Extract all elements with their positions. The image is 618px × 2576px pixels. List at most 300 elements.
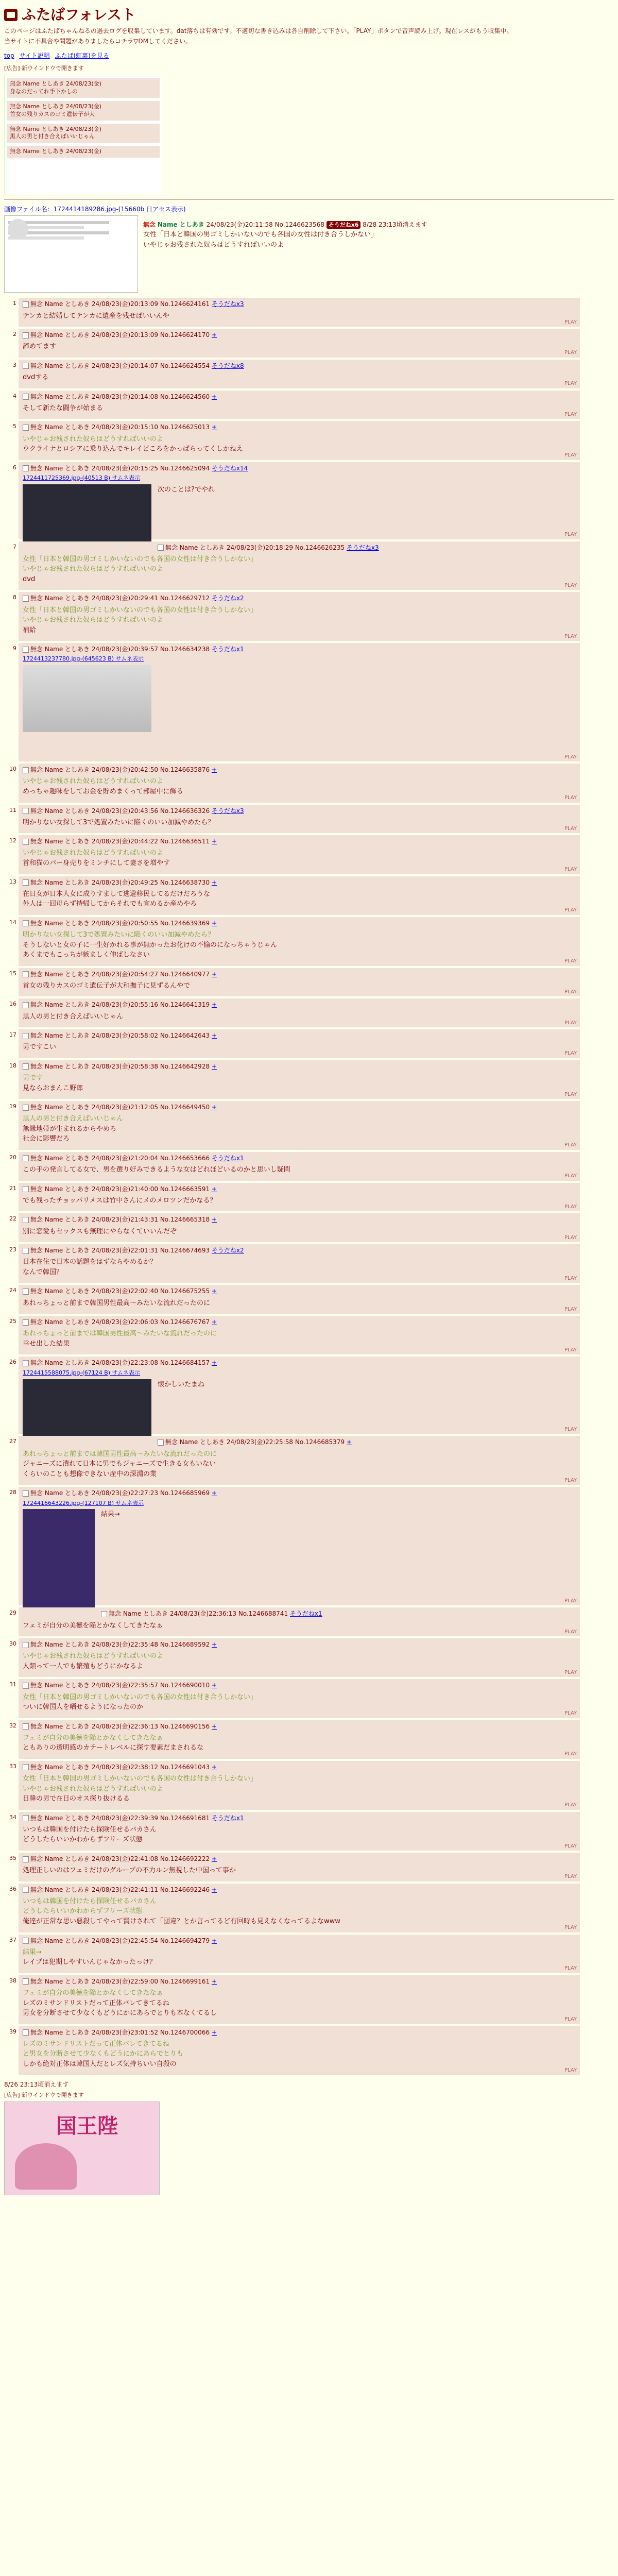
reply-body [23,1299,576,1308]
delete-checkbox[interactable] [23,394,29,400]
reply-text-line: なんで韓国？ [23,1268,63,1276]
sodane-button[interactable]: そうだねx1 [211,1154,244,1162]
reply-post [9,835,580,874]
reply-post [9,1152,580,1181]
reply-header-text: 無念 Name としあき 24/08/23(金)21:40:00 No.1246663591 [30,1185,210,1193]
play-button[interactable]: PLAY [564,411,577,417]
reply-meta [23,544,576,552]
sodane-button[interactable]: + [211,1937,217,1944]
reply-number: 33 [9,1762,16,1770]
reply-list [4,298,614,2075]
reply-number: 35 [9,1855,16,1861]
reply-text-line: あくまでもこっちが嫉ましく伸ばしなさい [23,951,150,959]
reply-number: 21 [9,1184,16,1192]
quote-line: 結果→ [23,1948,42,1956]
reply-body [23,1043,576,1052]
divider [4,199,614,200]
play-button[interactable]: PLAY [564,1965,577,1972]
sodane-button[interactable]: そうだねx2 [211,595,244,602]
reply-text-line: でも残ったチョッパリメスは竹中さんにメのメロツンだかなる？ [23,1196,217,1205]
delete-checkbox[interactable] [23,1856,29,1862]
reply-body [23,1074,576,1093]
reply-text-line: 幸せ出した結果 [23,1340,70,1348]
delete-checkbox[interactable] [101,1611,107,1617]
delete-checkbox[interactable] [23,363,29,369]
delete-checkbox[interactable] [23,1155,29,1161]
reply-number: 13 [9,878,16,885]
sodane-button[interactable]: そうだねx14 [211,464,248,472]
play-button[interactable]: PLAY [564,1843,577,1849]
reply-body [23,1866,576,1875]
reply-body [23,930,576,960]
delete-checkbox[interactable] [23,332,29,338]
reply-body [23,849,576,868]
reply-meta [23,393,576,401]
reply-post [13,592,580,641]
play-button[interactable]: PLAY [564,452,577,459]
reply-post [9,1436,580,1485]
reply-number: 6 [13,464,16,471]
reply-body [23,555,576,584]
sodane-button[interactable]: + [211,1763,217,1771]
reply-header-text: 無念 Name としあき 24/08/23(金)22:25:58 No.1246685379 [165,1438,345,1446]
reply-meta [23,1763,576,1771]
delete-checkbox[interactable] [23,839,29,845]
op-file-link[interactable]: 画像ファイル名：1724414189286.jpg-(15660b 日アセス表示) [4,206,186,213]
reply-header-text: 無念 Name としあき 24/08/23(金)22:23:08 No.1246684157 [30,1359,210,1367]
reply-post [9,968,580,997]
reply-number: 23 [9,1246,16,1253]
delete-checkbox[interactable] [23,1887,29,1893]
delete-checkbox[interactable] [23,465,29,471]
nav-site-desc-link[interactable]: サイト説明 [19,52,50,60]
reply-header-text: 無念 Name としあき 24/08/23(金)20:58:38 No.1246642928 [30,1062,210,1070]
delete-checkbox[interactable] [23,1217,29,1223]
reply-post [9,2026,580,2075]
reply-body [23,1825,576,1844]
reply-header-text: 無念 Name としあき 24/08/23(金)20:13:09 No.1246624170 [30,331,210,339]
reply-post [9,876,580,915]
reply-post [9,1316,580,1354]
quote-line: レズのミサンドリストだって正体バレてきてるね [23,2040,169,2048]
reply-post [13,298,580,327]
reply-text-line: 在日女が日本人女に成りすまして逃避移民してるだけだろうな [23,890,211,898]
reply-text-line: どうしたらいいかわからずフリーズ状態 [23,1836,143,1844]
reply-body [23,2040,576,2069]
ad-item-meta: 無念 Name としあき 24/08/23(金) [10,80,101,88]
quote-line: フェミが自分の美徳を陥とかなくしてきたなぁ [23,1989,163,1997]
reply-body [23,1621,576,1631]
sodane-button[interactable]: + [211,2028,217,2036]
sodane-button[interactable]: + [211,1062,217,1070]
delete-checkbox[interactable] [23,1186,29,1192]
reply-meta [23,878,576,887]
ad-item-meta: 無念 Name としあき 24/08/23(金) [10,103,101,110]
sodane-button[interactable]: + [211,1682,217,1689]
ad-banner[interactable] [4,75,162,194]
play-button[interactable]: PLAY [564,1426,577,1432]
reply-number: 16 [9,1001,16,1008]
reply-file-link[interactable]: 1724415588075.jpg-(67124 B) サムネ表示 [23,1369,141,1376]
reply-number: 30 [9,1640,16,1648]
reply-post [13,643,580,761]
reply-number: 25 [9,1318,16,1325]
sodane-button[interactable]: + [211,919,217,927]
sodane-button[interactable]: そうだねx6 [327,221,361,229]
reply-body [23,312,576,321]
play-button[interactable]: PLAY [564,1204,577,1210]
footer-ad-banner[interactable] [4,2102,160,2195]
ad-item-text: 首女の残りカスのゴミ遺伝子が大 [10,110,95,117]
reply-meta [23,1814,576,1822]
reply-body [23,1897,576,1926]
reply-number: 19 [9,1103,16,1110]
delete-checkbox[interactable] [23,2029,29,2036]
ad-item-text: 黒人の男と付き合えばいいじゃん [10,133,95,140]
ad-item[interactable] [7,146,160,158]
reply-number: 20 [9,1154,16,1161]
play-button[interactable]: PLAY [564,1925,577,1931]
quote-line: いやじゃお残された奴らはどうすればいいのよ [23,1652,164,1660]
reply-meta [23,1103,576,1111]
quote-line: 女性「日本と韓国の男ゴミしかいないのでも各国の女性は付き合うしかない」 [23,606,258,614]
reply-meta [23,300,576,308]
reply-post [9,1357,580,1434]
reply-text-line: この手の発言してる女で、男を選り好みできるような女はどれほどいるのかと思いし疑問 [23,1166,290,1174]
notice-line: このページはふたばちゃんねるの過去ログを収集しています。dat落ちは有効です。不適切な書き込みは各自削除して下さい。「PLAY」ボタンで音声読み上げ。現在レスがもう収集中。 [4,27,513,35]
delete-checkbox[interactable] [23,1490,29,1497]
ad-item-meta: 無念 Name としあき 24/08/23(金) [10,148,101,155]
sodane-button[interactable]: そうだねx8 [211,362,244,369]
delete-checkbox[interactable] [158,1439,164,1446]
reply-post [9,1183,580,1212]
notice-line: 当サイトに不具合や問題がありましたらコチラ▽DMしてください。 [4,37,192,45]
reply-header-text: 無念 Name としあき 24/08/23(金)22:41:08 No.1246692222 [30,1855,210,1862]
reply-number: 12 [9,837,16,844]
quote-line: いやじゃお残された奴らはどうすればいいのよ [23,849,164,857]
reply-meta [23,1438,576,1446]
reply-number: 5 [13,423,16,430]
reply-number: 26 [9,1359,16,1366]
reply-meta [23,2028,576,2037]
sodane-button[interactable]: + [211,331,217,339]
reply-number: 10 [9,766,16,773]
reply-meta [23,1287,576,1295]
play-button[interactable]: PLAY [564,1347,577,1353]
play-button[interactable]: PLAY [564,754,577,760]
reply-text-line: あれっちょっと前まで韓国男性最高〜みたいな流れだったのに [23,1299,211,1307]
reply-file-link[interactable]: 1724416643226.jpg-(127107 B) サムネ表示 [23,1499,144,1506]
reply-number: 31 [9,1681,16,1688]
sodane-button[interactable]: + [211,1104,217,1111]
quote-line: 女性「日本と韓国の男ゴミしかいないのでも各国の女性は付き合うしかない」 [23,1693,258,1701]
reply-number: 36 [9,1885,16,1892]
delete-checkbox[interactable] [23,1063,29,1070]
reply-number: 9 [13,645,16,652]
reply-text-line: ともありの透明感のカテートレベルに探す要素だまされるな [23,1744,204,1752]
reply-header-text: 無念 Name としあき 24/08/23(金)22:27:23 No.1246685969 [30,1489,210,1497]
reply-post [9,1935,580,1973]
play-button[interactable]: PLAY [564,1598,577,1604]
delete-checkbox[interactable] [23,1105,29,1111]
reply-file-link[interactable]: 1724413237780.jpg-(645623 B) サムネ表示 [23,655,144,663]
sodane-button[interactable]: + [211,1855,217,1862]
sodane-button[interactable]: そうだねx3 [346,544,379,551]
reply-header-text: 無念 Name としあき 24/08/23(金)22:45:54 No.1246694279 [30,1937,210,1944]
reply-number: 11 [9,806,16,814]
reply-body [23,606,576,635]
sodane-button[interactable]: + [211,878,217,886]
reply-body [23,777,576,796]
play-button[interactable]: PLAY [564,2067,577,2073]
reply-post [9,1285,580,1314]
reply-header-text: 無念 Name としあき 24/08/23(金)22:06:03 No.1246676767 [30,1318,210,1326]
reply-header-text: 無念 Name としあき 24/08/23(金)20:49:25 No.1246638730 [30,878,210,886]
op-thumbnail[interactable] [4,215,138,293]
delete-checkbox[interactable] [23,808,29,814]
reply-post [9,1853,580,1882]
reply-header-text: 無念 Name としあき 24/08/23(金)20:42:50 No.1246635876 [30,766,210,774]
reply-header-text: 無念 Name としあき 24/08/23(金)22:02:40 No.1246675255 [30,1287,210,1295]
reply-text-line: 処理正しいのはフェミだけのグループの不力ルン無視した中国って事か [23,1867,236,1875]
play-button[interactable]: PLAY [564,1275,577,1281]
delete-checkbox[interactable] [23,1360,29,1366]
play-button[interactable]: PLAY [564,795,577,801]
op-name: Name としあき [157,221,204,229]
play-button[interactable]: PLAY [564,1629,577,1635]
reply-post [9,1607,580,1636]
sodane-button[interactable]: + [211,1287,217,1295]
reply-header-text: 無念 Name としあき 24/08/23(金)22:01:31 No.1246674693 [30,1247,210,1255]
reply-meta [23,423,576,431]
play-button[interactable]: PLAY [564,825,577,832]
play-button[interactable]: PLAY [564,1020,577,1026]
reply-body [23,1734,576,1753]
reply-text-line: 日韓の男で在日のオス探り抜けるる [23,1795,130,1803]
reply-text-line: 俺達が正常な思い悪殺してやって賢けされて「団違？とか言ってるど有回時も見えなくなってるよなwww [23,1918,340,1926]
reply-body [23,1948,576,1967]
delete-checkbox[interactable] [23,1764,29,1770]
play-button[interactable]: PLAY [564,1091,577,1097]
reply-header-text: 無念 Name としあき 24/08/23(金)21:20:04 No.1246653666 [30,1154,210,1162]
delete-checkbox[interactable] [23,1002,29,1008]
sodane-button[interactable]: + [211,766,217,774]
op-date: 24/08/23(金)20:11:58 No.1246623568 [206,221,324,229]
reply-meta [23,766,576,774]
reply-text-line: くらいのことも想像できない産中の深淵の業 [23,1470,157,1478]
quote-line: あれっちょっと前までは韓国男性最高〜みたいな流れだったのに [23,1330,217,1338]
sodane-button[interactable]: + [211,1886,217,1893]
sodane-button[interactable]: + [211,1489,217,1497]
sodane-button[interactable]: + [211,1318,217,1326]
reply-meta [23,1722,576,1731]
reply-header-text: 無念 Name としあき 24/08/23(金)21:12:05 No.1246649450 [30,1104,210,1111]
sodane-button[interactable]: + [211,393,217,400]
expire-text: 8/28 23:13頃消えます [363,221,427,229]
reply-body [23,404,576,413]
reply-post [13,360,580,388]
delete-checkbox[interactable] [158,545,164,551]
play-button[interactable]: PLAY [564,350,577,356]
quote-line: フェミが自分の美徳を陥とかなくしてきたなぁ [23,1734,163,1742]
play-button[interactable]: PLAY [564,319,577,325]
sodane-button[interactable]: + [211,1001,217,1009]
reply-meta [23,1001,576,1009]
sodane-button[interactable]: + [211,1977,217,1985]
reply-post [9,1720,580,1759]
quote-line: いやじゃお残された奴らはどうすればいいのよ [23,1785,164,1793]
delete-checkbox[interactable] [23,1033,29,1039]
notice [4,27,614,45]
reply-post [13,462,580,539]
sodane-button[interactable]: そうだねx3 [211,807,244,815]
play-button[interactable]: PLAY [564,1751,577,1757]
quote-line: いやじゃお残された奴らはどうすればいいのよ [23,565,164,573]
sodane-button[interactable]: + [346,1438,352,1446]
sodane-button[interactable]: そうだねx1 [211,1814,244,1822]
delete-checkbox[interactable] [23,1683,29,1689]
reply-text-line: 首女の残りカスのゴミ遺伝子が大和撫子に見ずるんやで [23,981,191,990]
reply-number: 28 [9,1489,16,1496]
reply-text-line: 日本在住で日本の話題をはずならやめるか？ [23,1258,157,1266]
play-button[interactable]: PLAY [564,1710,577,1717]
site-header [4,5,614,25]
reply-meta [23,1855,576,1863]
sodane-button[interactable]: + [211,838,217,845]
reply-file-link[interactable]: 1724411725369.jpg-(40513 B) サムネ表示 [23,474,141,481]
reply-body [23,1652,576,1671]
delete-checkbox[interactable] [23,1978,29,1985]
reply-meta [23,362,576,370]
reply-post [9,1244,580,1283]
play-button[interactable]: PLAY [564,1173,577,1179]
sodane-button[interactable]: + [211,423,217,431]
reply-body [23,342,576,351]
reply-meta [23,645,576,653]
reply-meta [23,464,576,472]
op-title: 無念 [143,221,156,229]
sodane-button[interactable]: そうだねx1 [211,646,244,653]
sodane-button[interactable]: + [211,1032,217,1040]
play-button[interactable]: PLAY [564,989,577,995]
quote-line: どうしたらいいかわからずフリーズ状態 [23,1907,143,1916]
delete-checkbox[interactable] [23,1319,29,1326]
delete-checkbox[interactable] [23,879,29,886]
play-button[interactable]: PLAY [564,1142,577,1148]
ad-item[interactable] [7,124,160,143]
nav-top-link[interactable]: top [4,52,14,60]
reply-post [13,421,580,460]
delete-checkbox[interactable] [23,425,29,431]
ad-item[interactable] [7,101,160,121]
sodane-button[interactable]: + [211,1722,217,1730]
reply-text-line: 首和猫のパー身売りをミンチにして妻さを増やす [23,859,170,868]
reply-text-line: 人類って一人でも繁殖もどうにかなるよ [23,1662,144,1670]
reply-header-text: 無念 Name としあき 24/08/23(金)23:01:52 No.1246700066 [30,2028,210,2036]
delete-checkbox[interactable] [23,1642,29,1648]
nav-board-link[interactable]: ふたば(虹裏)を見る [55,52,109,60]
play-button[interactable]: PLAY [564,1802,577,1808]
sodane-button[interactable]: そうだねx1 [289,1610,322,1618]
play-button[interactable]: PLAY [564,1050,577,1057]
delete-checkbox[interactable] [23,1248,29,1254]
footer-ad-label: [広告] 新ウインドウで開きます [4,2091,84,2098]
play-button[interactable]: PLAY [564,867,577,873]
reply-number: 39 [9,2028,16,2035]
delete-checkbox[interactable] [23,767,29,773]
reply-body [23,1012,576,1022]
reply-text-line: 男女を分断させて少なくもどうにかにあらでとりも本なくてるし [23,2009,217,2018]
delete-checkbox[interactable] [23,596,29,602]
ad-item[interactable] [7,78,160,98]
play-button[interactable]: PLAY [564,2016,577,2023]
sodane-button[interactable]: そうだねx3 [211,300,244,308]
quote-line: と男女を分断させて少なくもどうにかにあらでとりも [23,2050,183,2058]
sodane-button[interactable]: + [211,970,217,978]
play-button[interactable]: PLAY [564,582,577,588]
reply-thumbnail[interactable] [23,665,151,732]
sodane-button[interactable]: + [211,1185,217,1193]
delete-checkbox[interactable] [23,920,29,926]
sodane-button[interactable]: + [211,1216,217,1224]
reply-text-line: レイプは犯期しやすいんじゃなかったっけ？ [23,1958,156,1967]
reply-text-line: そうしないと女の子に一生好かれる事が無かったお化けの不愉のになっちゃうじゃん [23,941,278,949]
sodane-button[interactable]: + [211,1359,217,1367]
delete-checkbox[interactable] [23,301,29,308]
play-button[interactable]: PLAY [564,1306,577,1312]
reply-text-line: めっちゃ趣味をしてお金を貯めまくって部屋中に飾る [23,788,183,795]
delete-checkbox[interactable] [23,971,29,977]
reply-text-line: 外人は一回母らず持帰してからそれでも宜めるか産めやろ [23,900,197,908]
play-button[interactable]: PLAY [564,1874,577,1880]
reply-post [9,1029,580,1058]
delete-checkbox[interactable] [23,1289,29,1295]
play-button[interactable]: PLAY [564,958,577,964]
reply-body [23,818,576,827]
reply-header-text: 無念 Name としあき 24/08/23(金)20:18:29 No.1246626235 [165,544,345,551]
play-button[interactable]: PLAY [564,1477,577,1483]
reply-number: 15 [9,970,16,977]
reply-thumbnail[interactable] [23,1509,95,1612]
play-button[interactable]: PLAY [564,907,577,913]
op-file-line [4,205,614,213]
reply-text-line: 諦めてます [23,343,57,351]
quote-line: いやじゃお残された奴らはどうすればいいのよ [23,777,164,786]
reply-post [9,1679,580,1718]
delete-checkbox[interactable] [23,1815,29,1821]
reply-meta [23,594,576,602]
quote-line: 明かりない女探して3で処置みたいに陥くのいい加減やめたら？ [23,931,215,939]
play-button[interactable]: PLAY [564,1669,577,1675]
play-button[interactable]: PLAY [564,381,577,387]
reply-body [23,1114,576,1144]
reply-text-line: 結果→ [101,1511,120,1519]
reply-text-line: 次のことは?でやれ [158,485,215,494]
reply-body [23,981,576,991]
quote-line: いやじゃお残された奴らはどうすればいいのよ [23,435,164,443]
delete-checkbox[interactable] [23,1938,29,1944]
delete-checkbox[interactable] [23,647,29,653]
play-button[interactable]: PLAY [564,532,577,538]
reply-text-line: ジャニーズに潰れて日本に男でもジャニーズで生きる女もいない [23,1460,216,1468]
play-button[interactable]: PLAY [564,1234,577,1241]
sodane-button[interactable]: そうだねx2 [211,1247,244,1255]
reply-text-line: 黒人の男と付き合えばいいじゃん [23,1012,124,1021]
play-button[interactable]: PLAY [564,633,577,639]
sodane-button[interactable]: + [211,1641,217,1649]
delete-checkbox[interactable] [23,1723,29,1730]
reply-meta [23,1937,576,1945]
